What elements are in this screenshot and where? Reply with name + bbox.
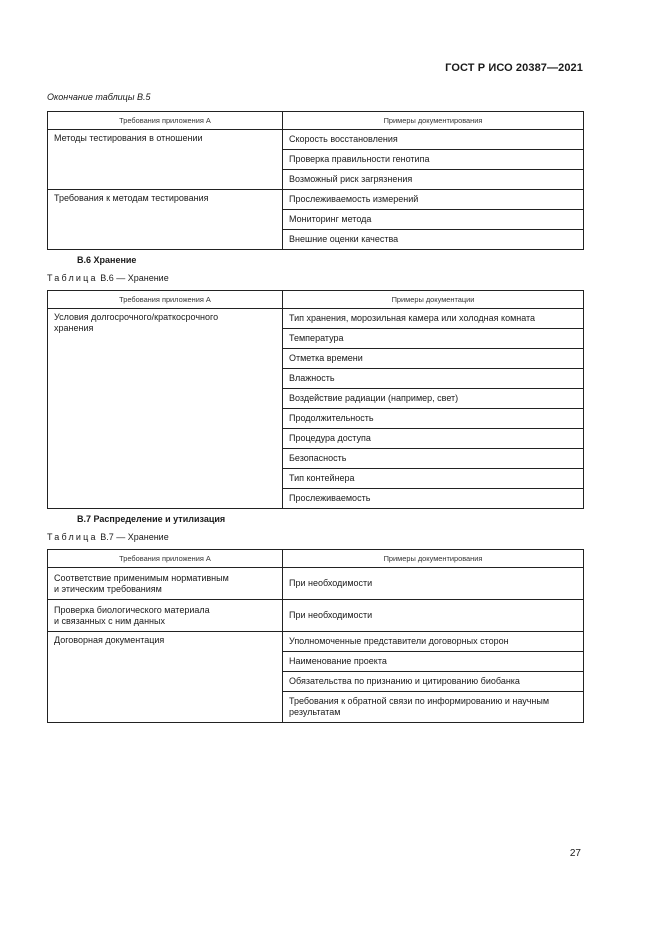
page-number: 27	[569, 848, 581, 859]
column-header-examples: Примеры документирования	[283, 112, 584, 130]
table-caption-text: В.7 — Хранение	[97, 532, 169, 542]
table-b6	[47, 290, 584, 509]
example-cell: Тип контейнера	[283, 469, 584, 489]
requirement-cell: Договорная документация	[48, 632, 283, 723]
section-b6-title: В.6 Хранение	[77, 255, 137, 265]
requirement-cell: Требования к методам тестирования	[48, 190, 283, 250]
example-cell: Прослеживаемость	[283, 489, 584, 509]
table-row	[48, 190, 584, 210]
example-cell: Наименование проекта	[283, 652, 584, 672]
requirement-line: и этическим требованиям	[54, 583, 162, 594]
requirement-cell: Условия долгосрочного/краткосрочного хранения	[48, 309, 283, 509]
table-b5-caption: Окончание таблицы В.5	[47, 92, 151, 102]
table-row	[48, 309, 584, 329]
example-cell: Требования к обратной связи по информированию и научным результатам	[283, 692, 584, 723]
column-header-requirements: Требования приложения А	[48, 112, 283, 130]
table-b6-caption	[47, 273, 169, 283]
table-caption-prefix: Таблица	[47, 532, 98, 542]
example-cell: Обязательства по признанию и цитированию биобанка	[283, 672, 584, 692]
example-cell: Тип хранения, морозильная камера или холодная комната	[283, 309, 584, 329]
table-row	[48, 130, 584, 150]
document-standard-header: ГОСТ Р ИСО 20387—2021	[445, 62, 583, 74]
table-caption-prefix: Таблица	[47, 273, 98, 283]
requirement-cell	[48, 568, 283, 600]
table-row	[48, 568, 584, 600]
requirement-cell: Методы тестирования в отношении	[48, 130, 283, 190]
requirement-line: Соответствие применимым нормативным	[54, 572, 229, 583]
requirement-cell	[48, 600, 283, 632]
requirement-line: Проверка биологического материала	[54, 604, 210, 615]
requirement-line: и связанных с ним данных	[54, 615, 165, 626]
example-cell: Внешние оценки качества	[283, 230, 584, 250]
column-header-requirements: Требования приложения А	[48, 291, 283, 309]
table-row	[48, 632, 584, 652]
example-cell: При необходимости	[283, 568, 584, 600]
example-cell: Процедура доступа	[283, 429, 584, 449]
table-b5	[47, 111, 584, 250]
example-cell: Проверка правильности генотипа	[283, 150, 584, 170]
example-cell: Продолжительность	[283, 409, 584, 429]
table-b7	[47, 549, 584, 723]
example-cell: Воздействие радиации (например, свет)	[283, 389, 584, 409]
table-header-row	[48, 112, 584, 130]
example-cell: Возможный риск загрязнения	[283, 170, 584, 190]
example-cell: Прослеживаемость измерений	[283, 190, 584, 210]
table-row	[48, 600, 584, 632]
table-caption-text: В.6 — Хранение	[97, 273, 169, 283]
table-b7-caption	[47, 532, 169, 542]
example-cell: Мониторинг метода	[283, 210, 584, 230]
column-header-examples: Примеры документирования	[283, 550, 584, 568]
table-header-row	[48, 291, 584, 309]
section-b7-title: В.7 Распределение и утилизация	[77, 514, 226, 524]
column-header-examples: Примеры документации	[283, 291, 584, 309]
example-cell: При необходимости	[283, 600, 584, 632]
example-cell: Уполномоченные представители договорных сторон	[283, 632, 584, 652]
example-cell: Безопасность	[283, 449, 584, 469]
column-header-requirements: Требования приложения А	[48, 550, 283, 568]
example-cell: Температура	[283, 329, 584, 349]
table-header-row	[48, 550, 584, 568]
example-cell: Влажность	[283, 369, 584, 389]
example-cell: Отметка времени	[283, 349, 584, 369]
example-cell: Скорость восстановления	[283, 130, 584, 150]
